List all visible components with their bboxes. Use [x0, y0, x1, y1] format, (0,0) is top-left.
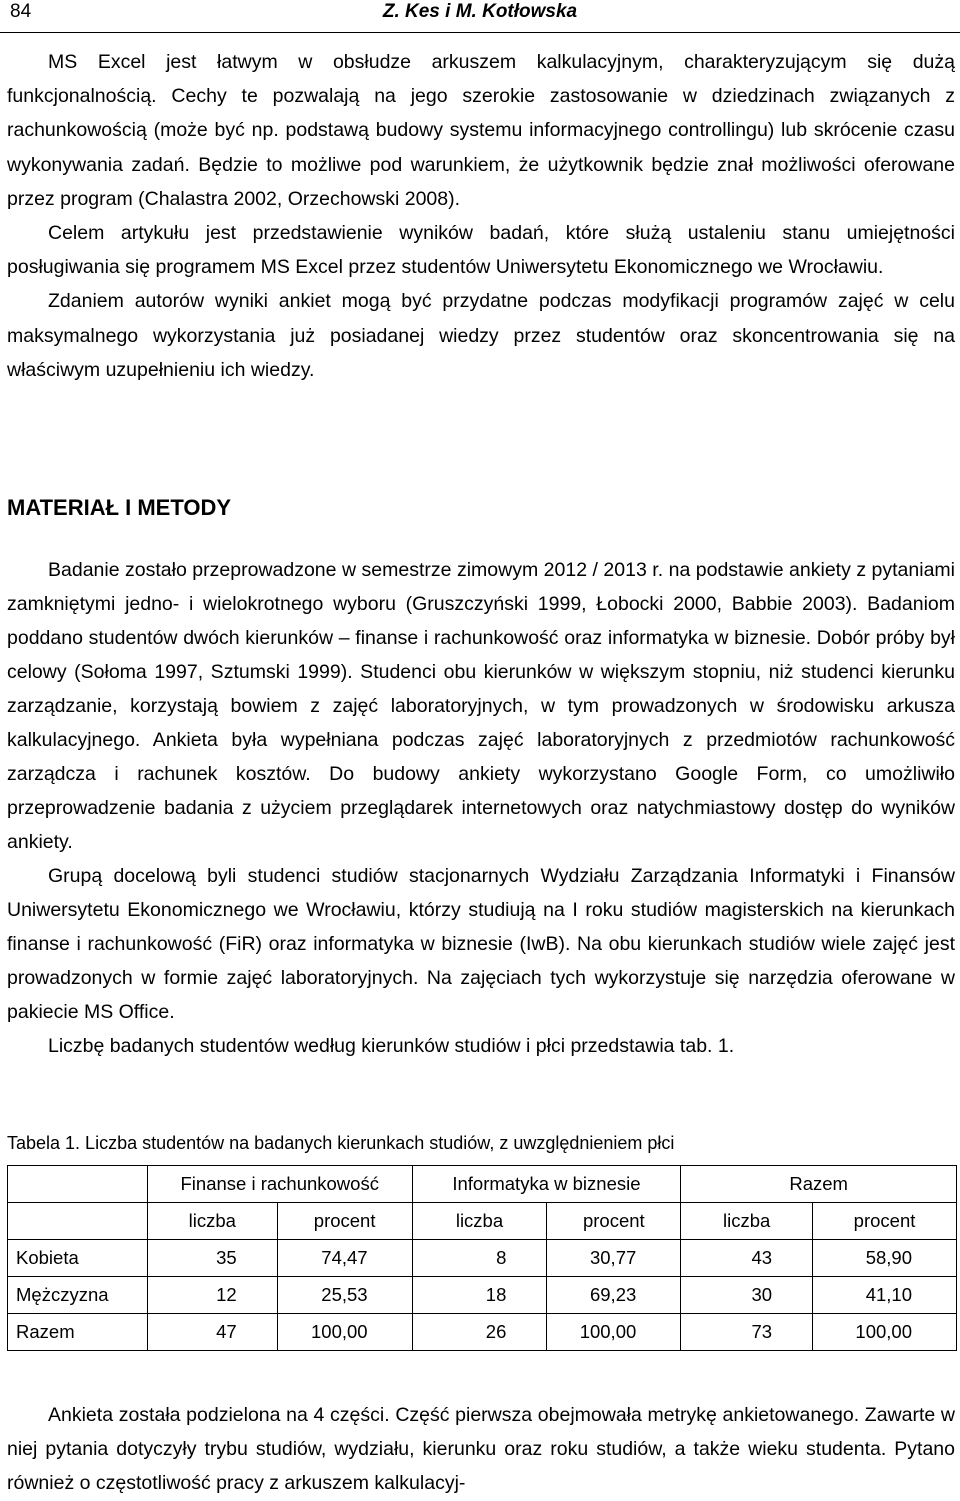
table-cell: 69,23	[547, 1277, 681, 1314]
row-label: Kobieta	[8, 1240, 148, 1277]
section-heading-block	[7, 494, 955, 522]
page-number: 84	[10, 1, 32, 22]
table-cell: 25,53	[277, 1277, 412, 1314]
intro-block	[7, 45, 955, 387]
table-cell: 41,10	[813, 1277, 957, 1314]
table-cell: 30	[681, 1277, 813, 1314]
table-cell: 58,90	[813, 1240, 957, 1277]
closing-paragraph: Ankieta została podzielona na 4 części. Część pierwsza obejmowała metrykę ankietowanego. Zawarte w niej pytania dotyczyły trybu studiów, wydziału, kierunku oraz roku studiów, a także wieku studenta. Pytano również o częstotliwość pracy z arkuszem kalkulacyj-	[7, 1404, 955, 1495]
intro-paragraph-2: Celem artykułu jest przedstawienie wyników badań, które służą ustaleniu stanu umiejętności posługiwania się programem MS Excel przez studentów Uniwersytetu Ekonomicznego we Wrocławiu.	[7, 222, 955, 279]
row-label: Razem	[8, 1314, 148, 1351]
intro-paragraph-1: MS Excel jest łatwym w obsłudze arkuszem kalkulacyjnym, charakteryzującym się dużą funkcjonalnością. Cechy te pozwalają na jego szerokie zastosowanie w dziedzinach związanych z rachunkowością (może być np. podstawą budowy systemu informacyjnego controllingu) lub skrócenie czasu wykonywania zadań. Będzie to możliwe pod warunkiem, że użytkownik będzie znał możliwości oferowane przez program (Chalastra 2002, Orzechowski 2008).	[7, 51, 955, 210]
table-row	[8, 1240, 957, 1277]
subheader-cell: liczba	[412, 1203, 547, 1240]
closing-block	[7, 1398, 955, 1501]
table-cell: 47	[147, 1314, 277, 1351]
subheader-cell: liczba	[681, 1203, 813, 1240]
table-cell: 12	[147, 1277, 277, 1314]
section-heading: MATERIAŁ I METODY	[7, 495, 232, 520]
running-head: Z. Kes i M. Kotłowska	[382, 1, 578, 22]
method-paragraph-1: Badanie zostało przeprowadzone w semestrze zimowym 2012 / 2013 r. na podstawie ankiety z pytaniami zamkniętymi jedno- i wielokrotnego wyboru (Gruszczyński 1999, Łobocki 2000, Babbie 2003). Badaniom poddano studentów dwóch kierunków – finanse i rachunkowość oraz informatyka w biznesie. Dobór próby był celowy (Sołoma 1997, Sztumski 1999). Studenci obu kierunków w większym stopniu, niż studenci kierunku zarządzanie, korzystają bowiem z zajęć laboratoryjnych, w tym prowadzonych w środowisku arkusza kalkulacyjnego. Ankieta była wypełniana podczas zajęć laboratoryjnych z przedmiotów rachunkowość zarządcza i rachunek kosztów. Do budowy ankiety wykorzystano Google Form, co umożliwiło przeprowadzenie badania z użyciem przeglądarek internetowych oraz natychmiastowy dostęp do wyników ankiety.	[7, 559, 955, 853]
table-cell: 30,77	[547, 1240, 681, 1277]
table-row	[8, 1277, 957, 1314]
table-cell: 18	[412, 1277, 547, 1314]
table-cell: 74,47	[277, 1240, 412, 1277]
intro-paragraph-3: Zdaniem autorów wyniki ankiet mogą być przydatne podczas modyfikacji programów zajęć w celu maksymalnego wykorzystania już posiadanej wiedzy przez studentów oraz skoncentrowania się na właściwym uzupełnieniu ich wiedzy.	[7, 290, 955, 381]
method-paragraph-3: Liczbę badanych studentów według kierunków studiów i płci przedstawia tab. 1.	[48, 1035, 735, 1057]
subheader-cell: liczba	[147, 1203, 277, 1240]
students-table	[7, 1165, 957, 1351]
group-header: Informatyka w biznesie	[412, 1166, 681, 1203]
table-caption: Tabela 1. Liczba studentów na badanych kierunkach studiów, z uwzględnieniem płci	[7, 1133, 675, 1153]
page-header	[0, 0, 960, 33]
table-row	[8, 1314, 957, 1351]
table-cell: 35	[147, 1240, 277, 1277]
section-body	[7, 553, 955, 1063]
table-cell: 26	[412, 1314, 547, 1351]
table-corner-cell	[8, 1166, 148, 1203]
table-subheader-row	[8, 1203, 957, 1240]
table-caption-block	[7, 1131, 955, 1155]
subheader-cell: procent	[277, 1203, 412, 1240]
subheader-cell: procent	[547, 1203, 681, 1240]
table-cell: 8	[412, 1240, 547, 1277]
table-cell: 100,00	[813, 1314, 957, 1351]
method-paragraph-2: Grupą docelową byli studenci studiów stacjonarnych Wydziału Zarządzania Informatyki i Finansów Uniwersytetu Ekonomicznego we Wrocławiu, którzy studiują na I roku studiów magisterskich na kierunkach finanse i rachunkowość (FiR) oraz informatyka w biznesie (IwB). Na obu kierunkach studiów wiele zajęć jest prowadzonych w formie zajęć laboratoryjnych. Na zajęciach tych wykorzystuje się narzędzia oferowane w pakiecie MS Office.	[7, 865, 955, 1023]
table-corner-cell	[8, 1203, 148, 1240]
table-group-header-row	[8, 1166, 957, 1203]
table-cell: 43	[681, 1240, 813, 1277]
table-cell: 73	[681, 1314, 813, 1351]
table-cell: 100,00	[547, 1314, 681, 1351]
row-label: Mężczyzna	[8, 1277, 148, 1314]
subheader-cell: procent	[813, 1203, 957, 1240]
group-header: Finanse i rachunkowość	[147, 1166, 412, 1203]
table-cell: 100,00	[277, 1314, 412, 1351]
group-header: Razem	[681, 1166, 957, 1203]
